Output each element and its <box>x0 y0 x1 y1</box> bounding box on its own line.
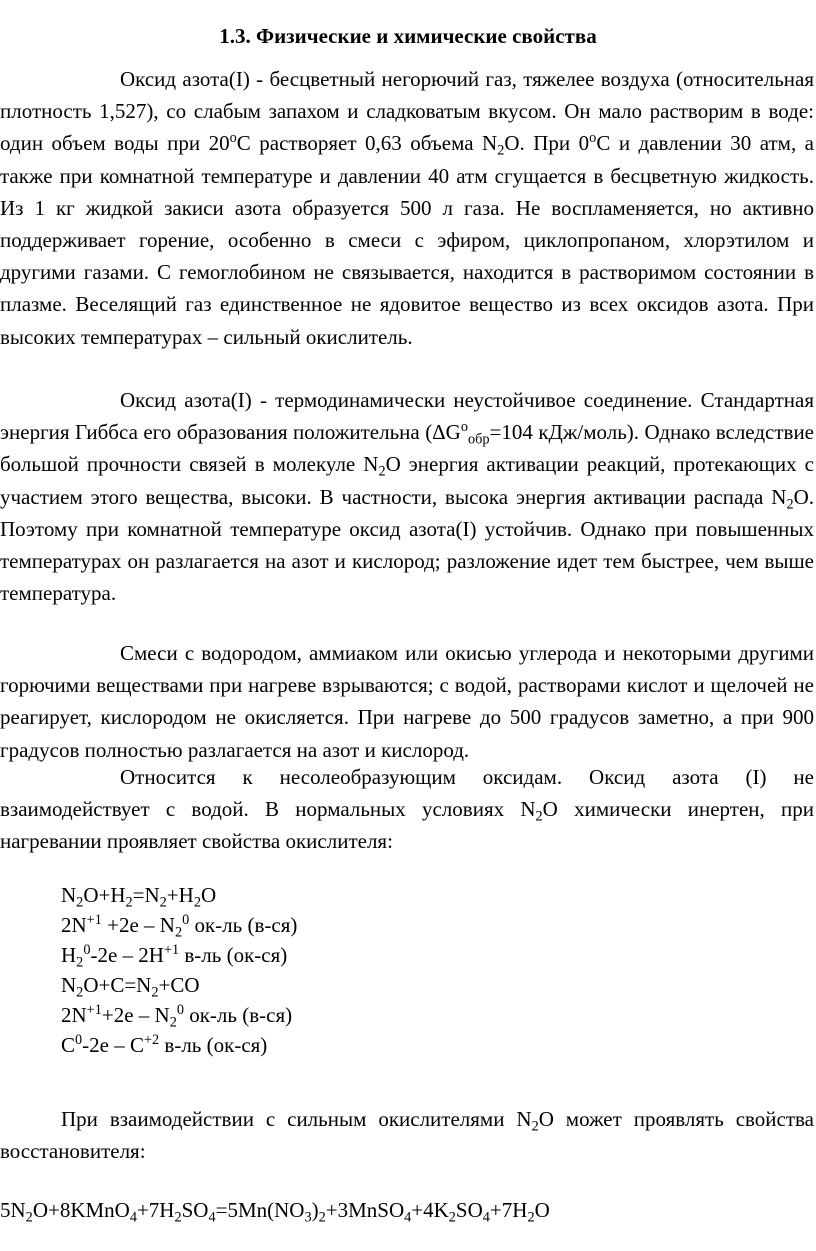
paragraph-physical-properties: Оксид азота(I) - бесцветный негорючий газ, тяжелее воздуха (относительная плотность 1,527), со слабым запахом и сладковатым вкусом. Он мало растворим в воде: один объем воды при 20$^o$С растворяет 0,63 объема $N_2O$. При 0$^o$С и давлении 30 атм, а также при комнатной температуре и давлении 40 атм сгущается в бесцветную жидкость. Из 1 кг жидкой закиси азота образуется 500 л газа. Не воспламеняется, но активно поддерживает горение, особенно в смеси с эфиром, циклопропаном, хлорэтилом и другими газами. С гемоглобином не связывается, находится в растворимом состоянии в плазме. Веселящий газ единственное не ядовитое вещество из всех оксидов азота. При высоких температурах – сильный окислитель. <box>0 67 815 349</box>
paragraph-reducer-properties: При взаимодействии с сильным окислителями $N_2O$ может проявлять свойства восстановителя: <box>0 1107 814 1164</box>
final-equation: $5N_2O+8KMnO_4+7H_2SO_4=5Mn(NO_3)_2+3MnSO_4+4K_2SO_4+7H_2O$ <box>0 1198 550 1226</box>
equation-line: $2N^{+1}+2e - N_2^0$ ок-ль (в-ся) <box>61 1002 293 1031</box>
equation-line: $C^0-2e - C^{+2}$ в-ль (ок-ся) <box>61 1032 268 1057</box>
paragraph-thermodynamics: Оксид азота(I) - термодинамически неустойчивое соединение. Стандартная энергия Гиббса его образования положительна ($\Delta G^o_{обр}=104$ кДж/моль). Однако вследствие большой прочности связей в молекуле $N_2O$ энергия активации реакций, протекающих с участием этого вещества, высоки. В частности, высока энергия активации распада $N_2O$. Поэтому при комнатной температуре оксид азота(I) устойчив. Однако при повышенных температурах он разлагается на азот и кислород; разложение идет тем быстрее, чем выше температура. <box>0 388 814 606</box>
paragraph-oxidizer-properties: Относится к несолеобразующим оксидам. Оксид азота (I) не взаимодействует с водой. В нормальных условиях $N_2O$ химически инертен, при нагревании проявляет свойства окислителя: <box>0 765 814 854</box>
equation-line: $H_2^0-2e - 2H^{+1}$ в-ль (ок-ся) <box>61 942 288 971</box>
equation-line: $N_2O+H_2=N_2+H_2O$ <box>61 883 217 911</box>
equations-list <box>61 880 297 1060</box>
section-title: 1.3. Физические и химические свойства <box>219 24 597 48</box>
paragraph-mixtures: Смеси с водородом, аммиаком или окисью углерода и некоторыми другими горючими веществами при нагреве взрываются; с водой, растворами кислот и щелочей не реагирует, кислородом не окисляется. При нагреве до 500 градусов заметно, а при 900 градусов полностью разлагается на азот и кислород. <box>0 641 814 762</box>
equation-line: $2N^{+1} +2e - N_2^0$ ок-ль (в-ся) <box>61 912 298 941</box>
equation-line: $N_2O+C=N_2+CO$ <box>61 973 200 1001</box>
